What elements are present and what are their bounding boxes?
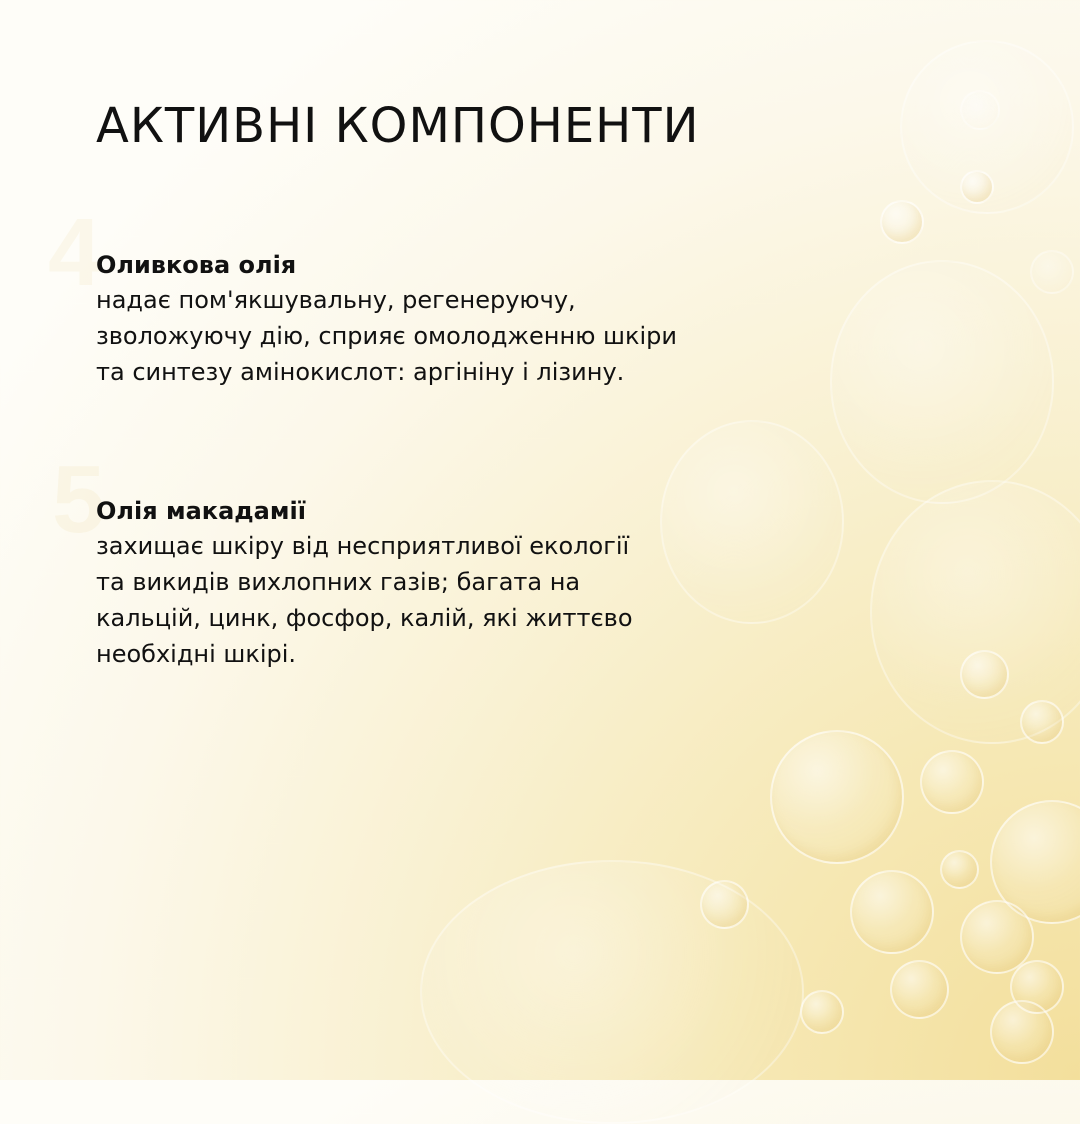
component-macadamia-oil <box>96 494 796 672</box>
bubble <box>880 200 924 244</box>
component-name: Олія макадамії <box>96 497 306 525</box>
bubble <box>990 1000 1054 1064</box>
bubble <box>420 860 804 1124</box>
page-title: АКТИВНІ КОМПОНЕНТИ <box>96 98 700 154</box>
bubble <box>990 800 1080 924</box>
section-number-4: 4 <box>48 199 102 306</box>
bubble <box>700 880 749 929</box>
bubble <box>960 900 1034 974</box>
bubble <box>960 650 1009 699</box>
bubble <box>920 750 984 814</box>
bubble <box>900 40 1074 214</box>
component-name: Оливкова олія <box>96 251 297 279</box>
component-description: захищає шкіру від несприятливої екології та викидів вихлопних газів; багата на кальцій, цинк, фосфор, калій, які життєво необхідні шкірі. <box>96 532 633 668</box>
bubble <box>1020 700 1064 744</box>
bubble <box>770 730 904 864</box>
bubble <box>940 850 979 889</box>
bubble <box>1010 960 1064 1014</box>
bubble <box>960 90 1000 130</box>
bubble <box>800 990 844 1034</box>
section-number-5: 5 <box>52 446 106 553</box>
bubble <box>830 260 1054 504</box>
component-olive-oil <box>96 248 796 390</box>
component-description: надає пом'якшувальну, регенеруючу, зволожуючу дію, сприяє омолодженню шкіри та синтезу амінокислот: аргініну і лізину. <box>96 286 677 386</box>
bubble <box>1030 250 1074 294</box>
bubble <box>960 170 994 204</box>
bubble <box>870 480 1080 744</box>
bubble <box>890 960 949 1019</box>
bubble <box>850 870 934 954</box>
